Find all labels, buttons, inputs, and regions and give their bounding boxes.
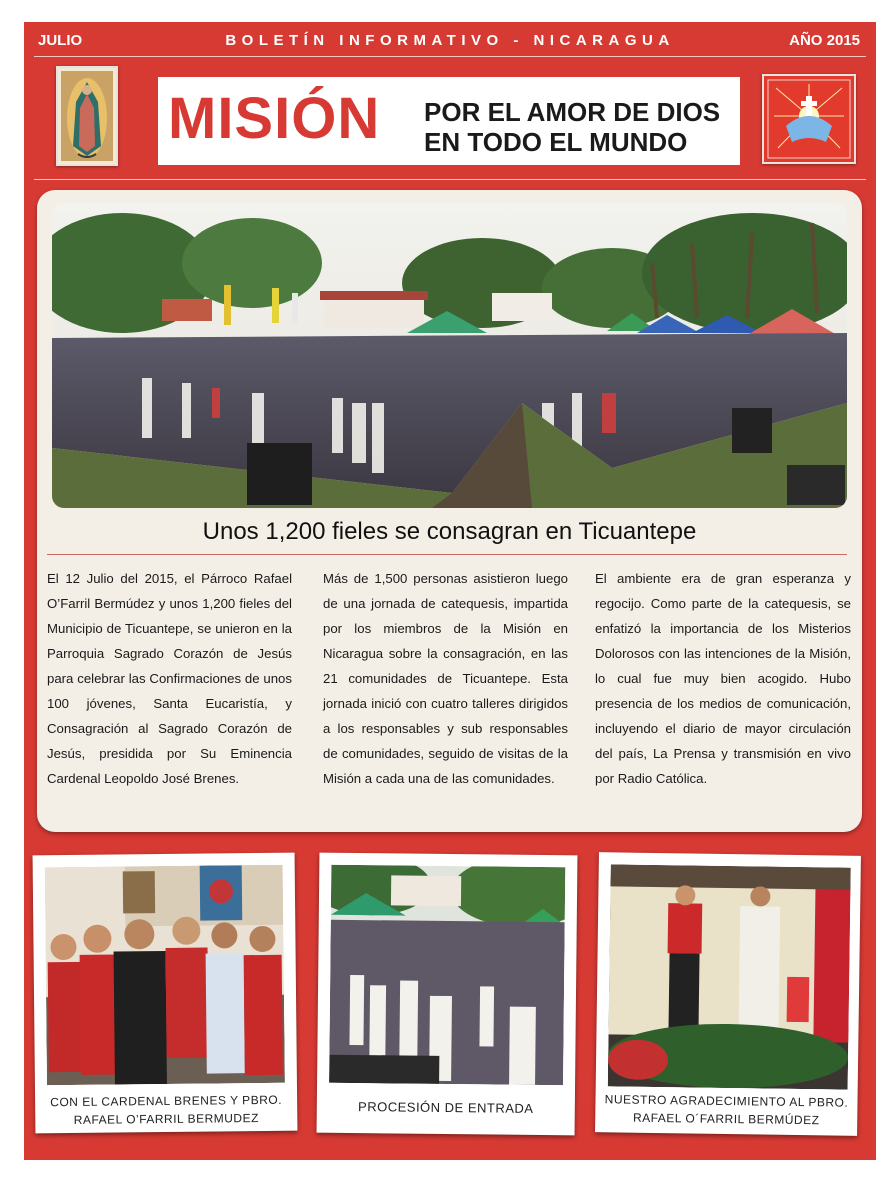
photo-card-1	[33, 853, 298, 1134]
article-card	[37, 190, 862, 832]
photo-caption-1: CON EL CARDENAL BRENES Y PBRO. RAFAEL O’FARRIL BERMUDEZ	[50, 1092, 283, 1127]
photo-card-2	[317, 853, 578, 1136]
guadalupe-image	[56, 66, 118, 166]
photo-card-3	[595, 852, 861, 1136]
issue-year: AÑO 2015	[789, 32, 860, 49]
crowd-photo	[52, 203, 847, 508]
banner-tagline-line2: EN TODO EL MUNDO	[424, 127, 688, 157]
banner-brand: MISIÓN	[168, 86, 381, 151]
newsletter-page	[24, 22, 876, 1160]
banner-tagline	[424, 97, 720, 157]
cardinal-group-photo	[45, 865, 285, 1085]
mission-banner	[158, 77, 740, 165]
article-headline: Unos 1,200 fieles se consagran en Ticuantepe	[202, 518, 697, 545]
issue-month: JULIO	[38, 32, 83, 49]
article-column-1: El 12 Julio del 2015, el Párroco Rafael O’Farril Bermúdez y unos 1,200 fieles del Municipio de Ticuantepe, se unieron en la Parroquia Sagrado Corazón de Jesús para celebrar las Confirmaciones de unos 100 jóvenes, Santa Eucaristía, y Consagración al Sagrado Corazón de Jesús, presidida por Su Eminencia Cardenal Leopoldo José Brenes.	[47, 571, 292, 786]
article-column-3: El ambiente era de gran esperanza y regocijo. Como parte de la catequesis, se enfatizó la importancia de los Misterios Dolorosos con las intenciones de la Misión, lo cual fue muy bien acogido. Hubo presencia de los medios de comunicación, incluyendo el diario de mayor circulación del país, La Prensa y transmisión en vivo por Radio Católica.	[595, 571, 851, 786]
header-divider-bottom	[34, 179, 866, 180]
newsletter-title: BOLETÍN INFORMATIVO - NICARAGUA	[225, 32, 675, 49]
priest-thanks-photo	[608, 864, 851, 1089]
header-divider-top	[34, 56, 866, 57]
photo-caption-2: PROCESIÓN DE ENTRADA	[358, 1099, 534, 1116]
article-column-2: Más de 1,500 personas asistieron luego de una jornada de catequesis, impartida por los miembros de la Misión en Nicaragua sobre la consagración, en las 21 comunidades de Ticuantepe. Esta jornada inició con cuatro talleres dirigidos a los responsables y sub responsables de comunidades, seguido de visitas de la Misión a cada una de las comunidades.	[323, 571, 568, 786]
banner-tagline-line1: POR EL AMOR DE DIOS	[424, 97, 721, 127]
mission-logo	[762, 74, 856, 164]
procession-photo	[329, 865, 565, 1085]
photo-caption-3: NUESTRO AGRADECIMIENTO AL PBRO. RAFAEL O´FARRIL BERMÚDEZ	[604, 1092, 849, 1128]
top-bar	[24, 22, 876, 56]
headline-divider	[47, 554, 847, 555]
